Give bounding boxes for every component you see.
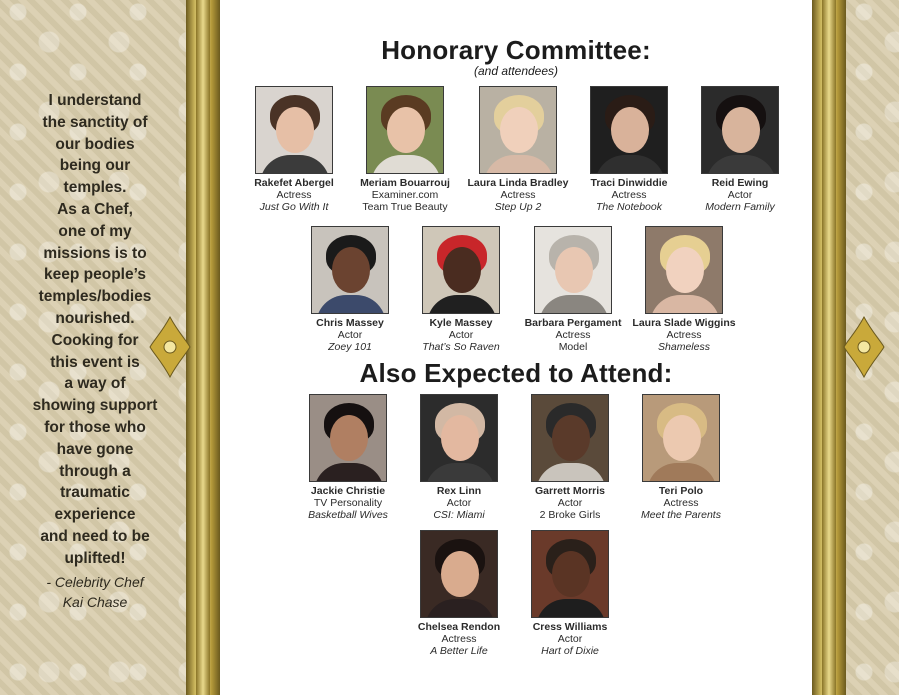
person-card [233,86,355,213]
quote-line: a way of [64,375,126,393]
person-credit: That’s So Raven [422,341,500,353]
quote-line: missions is to [43,244,147,262]
person-credit: 2 Broke Girls [539,509,601,521]
person-name: Cress Williams [532,621,608,633]
person-photo [590,86,668,174]
person-name: Rex Linn [436,485,482,497]
also-expected-heading: Also Expected to Attend: [359,358,673,388]
person-credit: CSI: Miami [433,509,485,521]
person-photo [311,226,389,314]
person-credit: Team True Beauty [362,201,448,213]
person-photo [309,394,387,482]
person-name: Chris Massey [316,317,384,329]
person-role: Actor [446,497,472,509]
quote-line: uplifted! [64,549,126,567]
person-role: Actress [500,189,536,201]
person-name: Barbara Pergament [524,317,622,329]
person-photo [531,530,609,618]
quote-line: our bodies [55,135,135,153]
person-card [509,394,631,521]
person-role: Actress [555,329,591,341]
gold-fleur-ornament-icon [148,312,192,382]
quote-line: Cooking for [51,331,139,349]
quote-line: nourished. [55,309,135,327]
person-role: Actor [448,329,474,341]
quote-line: one of my [58,222,132,240]
person-credit: The Notebook [596,201,662,213]
person-name: Jackie Christie [310,485,386,497]
right-gold-border [812,0,846,695]
person-name: Reid Ewing [711,177,769,189]
content-area [220,0,812,695]
person-photo [422,226,500,314]
person-photo [645,226,723,314]
person-card [400,226,522,353]
person-role: Actor [557,633,583,645]
attribution-line: Kai Chase [62,593,128,610]
person-role: Actor [727,189,753,201]
person-credit: Hart of Dixie [541,645,599,657]
honorary-subheading: (and attendees) [473,64,559,78]
quote-attribution [20,572,170,612]
attribution-line: - Celebrity Chef [46,573,144,590]
person-name: Meriam Bouarrouj [360,177,450,189]
person-photo [420,394,498,482]
person-photo [366,86,444,174]
person-role: Actress [276,189,312,201]
person-card [344,86,466,213]
person-credit: Model [558,341,588,353]
gold-fleur-ornament-icon [842,312,886,382]
quote-line: keep people’s [44,266,146,284]
person-card [289,226,411,353]
quote-line: experience [54,506,136,524]
quote-line: being our [59,157,131,175]
person-credit: Modern Family [705,201,775,213]
person-photo [642,394,720,482]
person-role: Actor [557,497,583,509]
person-card [398,394,520,521]
quote-line: for those who [44,418,146,436]
person-role: Actress [611,189,647,201]
quote-line: As a Chef, [57,200,133,218]
person-photo [534,226,612,314]
person-credit: Step Up 2 [494,201,542,213]
quote-line: through a [59,462,131,480]
quote-line: and need to be [40,527,150,545]
person-card [679,86,801,213]
quote-line: traumatic [60,484,130,502]
person-card [620,394,742,521]
person-credit: Basketball Wives [308,509,388,521]
person-role: Actress [663,497,699,509]
person-role: Actress [666,329,702,341]
person-name: Laura Linda Bradley [467,177,569,189]
quote-line: showing support [32,397,158,415]
person-role: Actor [337,329,363,341]
person-name: Kyle Massey [429,317,493,329]
person-credit: Shameless [658,341,710,353]
person-name: Rakefet Abergel [254,177,334,189]
person-card [512,226,634,353]
quote-line: have gone [56,440,134,458]
person-credit: Meet the Parents [641,509,721,521]
person-name: Chelsea Rendon [417,621,501,633]
quote-line: temples. [63,179,127,197]
person-card [457,86,579,213]
person-credit: Zoey 101 [328,341,372,353]
person-card [568,86,690,213]
person-photo [531,394,609,482]
quote-line: the sanctity of [42,113,148,131]
person-credit: A Better Life [430,645,488,657]
person-role: TV Personality [313,497,383,509]
person-card [509,530,631,657]
person-role: Examiner.com [371,189,439,201]
quote-line: I understand [48,92,142,109]
honorary-committee-heading: Honorary Committee: [381,35,651,65]
person-photo [255,86,333,174]
person-photo [479,86,557,174]
person-credit: Just Go With It [259,201,329,213]
person-photo [701,86,779,174]
person-name: Traci Dinwiddie [590,177,668,189]
person-card [287,394,409,521]
person-name: Garrett Morris [534,485,606,497]
person-role: Actress [441,633,477,645]
quote-line: this event is [50,353,140,371]
person-card [398,530,520,657]
person-card [623,226,745,353]
quote-line: temples/bodies [38,288,152,306]
person-name: Laura Slade Wiggins [632,317,736,329]
person-name: Teri Polo [658,485,704,497]
person-photo [420,530,498,618]
